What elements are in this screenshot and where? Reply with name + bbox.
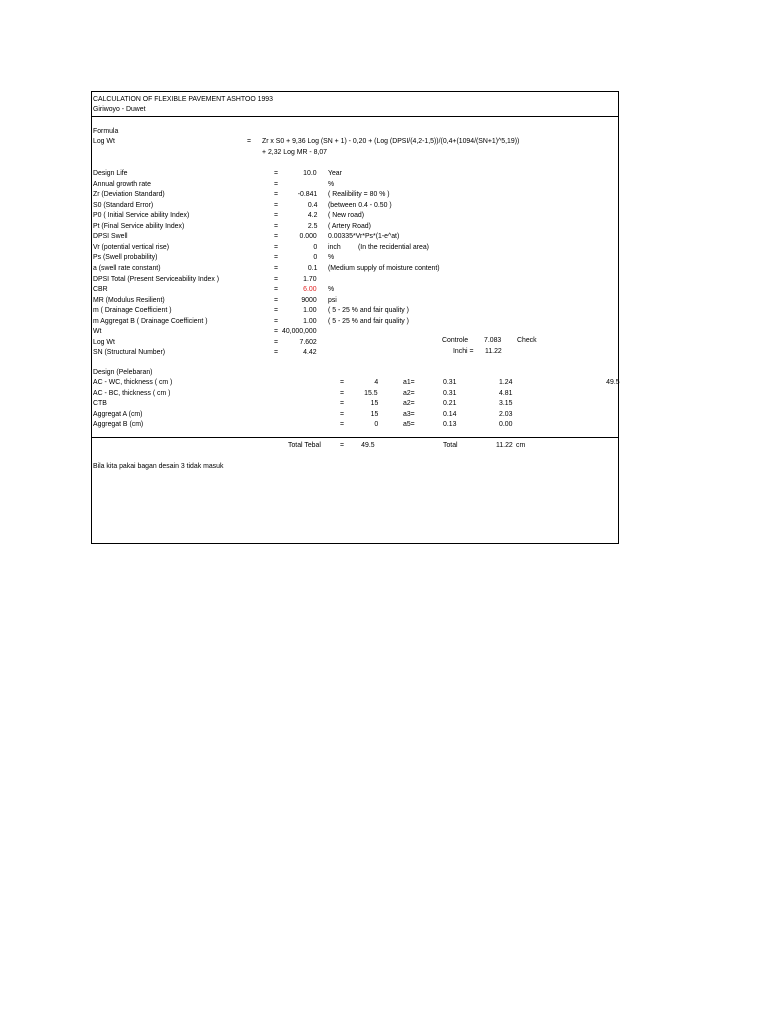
param-label: Vr (potential vertical rise) <box>93 241 170 251</box>
layer-label: CTB <box>93 398 107 408</box>
param-value: 1.00 <box>303 315 317 325</box>
layer-thickness: 15.5 <box>364 387 378 397</box>
param-equals: = <box>274 326 279 336</box>
layer-equals: = <box>340 419 345 429</box>
param-label: DPSI Swell <box>93 231 128 241</box>
param-equals: = <box>274 189 279 199</box>
total-sn-value: 11.22 <box>496 440 513 449</box>
param-label: Pt (Final Service ability Index) <box>93 220 185 230</box>
total-thickness-label: Total Tebal <box>288 440 321 449</box>
param-equals: = <box>274 231 279 241</box>
param-equals: = <box>274 168 279 177</box>
layer-equals: = <box>340 408 345 418</box>
param-label: Ps (Swell probability) <box>93 252 158 262</box>
layer-coefficient-label: a1= <box>403 377 415 386</box>
total-thickness-equals: = <box>340 440 345 449</box>
param-equals: = <box>274 273 279 283</box>
layer-equals: = <box>340 377 345 386</box>
total-sn-unit: cm <box>516 440 526 449</box>
layer-coefficient: 0.31 <box>443 387 457 397</box>
layer-label: Aggregat B (cm) <box>93 419 144 429</box>
param-label: m ( Drainage Coefficient ) <box>93 305 172 315</box>
layer-coefficient-label: a3= <box>403 408 415 418</box>
param-value: 4.42 <box>303 347 317 357</box>
layer-equals: = <box>340 398 345 408</box>
layer-coefficient: 0.21 <box>443 398 457 408</box>
param-label: P0 ( Initial Service ability Index) <box>93 210 190 220</box>
param-value: 10.0 <box>303 168 317 177</box>
param-value: 0 <box>313 241 317 251</box>
layer-coefficient-label: a2= <box>403 387 415 397</box>
formula-line-1: Zr x S0 + 9,36 Log (SN + 1) - 0,20 + (Log (DPSI/(4,2-1,5))/(0,4+(1094/(SN+1)^5,19)) <box>262 136 520 145</box>
param-label: SN (Structural Number) <box>93 347 166 357</box>
param-value: 4.2 <box>307 210 317 220</box>
param-label: Wt <box>93 326 102 336</box>
param-note: psi <box>328 294 337 304</box>
param-value: 0.4 <box>307 199 317 209</box>
param-note: % <box>328 284 335 294</box>
layer-coefficient: 0.31 <box>443 377 457 386</box>
layer-extra-value: 49.5 <box>606 377 620 386</box>
param-equals: = <box>274 305 279 315</box>
formula-label: Log Wt <box>93 136 115 145</box>
control-label: Controle <box>442 335 469 344</box>
layer-label: AC - BC, thickness ( cm ) <box>93 387 171 397</box>
layer-structural-number: 1.24 <box>499 377 513 386</box>
param-equals: = <box>274 241 279 251</box>
layer-structural-number: 2.03 <box>499 408 513 418</box>
param-note: (between 0.4 - 0.50 ) <box>328 199 392 209</box>
param-note: ( Realibility = 80 % ) <box>328 189 390 199</box>
param-equals: = <box>274 199 279 209</box>
param-equals: = <box>274 294 279 304</box>
param-note-secondary: (In the recidential area) <box>358 241 429 251</box>
param-equals: = <box>274 262 279 272</box>
formula-line-2: + 2,32 Log MR - 8,07 <box>262 147 328 156</box>
layer-structural-number: 4.81 <box>499 387 513 397</box>
param-label: Zr (Deviation Standard) <box>93 189 165 199</box>
formula-equals: = <box>247 136 252 145</box>
location-label: Giriwoyo - Duwet <box>93 104 146 113</box>
param-equals: = <box>274 284 279 294</box>
param-label: CBR <box>93 284 108 294</box>
param-value: 2.5 <box>307 220 317 230</box>
param-note: (Medium supply of moisture content) <box>328 262 440 272</box>
layer-coefficient-label: a2= <box>403 398 415 408</box>
param-note: ( 5 - 25 % and fair quality ) <box>328 315 409 325</box>
param-equals: = <box>274 347 279 357</box>
param-label: Annual growth rate <box>93 178 151 188</box>
param-note: ( New road) <box>328 210 365 220</box>
param-equals: = <box>274 315 279 325</box>
param-label: Design Life <box>93 168 128 177</box>
param-value: 0.000 <box>299 231 317 241</box>
param-value: 1.70 <box>303 273 317 283</box>
param-note: % <box>328 252 335 262</box>
calculation-sheet <box>91 91 619 544</box>
param-equals: = <box>274 336 279 346</box>
param-label: Log Wt <box>93 336 115 346</box>
layer-coefficient-label: a5= <box>403 419 415 429</box>
formula-heading: Formula <box>93 126 119 135</box>
layer-coefficient: 0.13 <box>443 419 457 429</box>
param-note: ( 5 - 25 % and fair quality ) <box>328 305 409 315</box>
total-sn-label: Total <box>443 440 458 449</box>
param-equals: = <box>274 178 279 188</box>
param-value: -0.841 <box>297 189 317 199</box>
layer-thickness: 15 <box>370 408 378 418</box>
total-divider <box>92 437 618 438</box>
sheet-title: CALCULATION OF FLEXIBLE PAVEMENT ASHTOO 1993 <box>93 94 273 103</box>
layer-thickness: 15 <box>370 398 378 408</box>
param-value: 0 <box>313 252 317 262</box>
param-equals: = <box>274 210 279 220</box>
layer-thickness: 4 <box>374 377 378 386</box>
param-label: m Aggregat B ( Drainage Coefficient ) <box>93 315 208 325</box>
param-equals: = <box>274 220 279 230</box>
param-note: inch <box>328 241 341 251</box>
param-value: 6.00 <box>303 284 317 294</box>
layer-equals: = <box>340 387 345 397</box>
param-value: 40,000,000 <box>282 326 317 336</box>
layer-structural-number: 0.00 <box>499 419 513 429</box>
header-divider <box>92 116 618 117</box>
param-label: S0 (Standard Error) <box>93 199 154 209</box>
param-equals: = <box>274 252 279 262</box>
param-value: 1.00 <box>303 305 317 315</box>
layer-label: AC - WC, thickness ( cm ) <box>93 377 173 386</box>
layer-coefficient: 0.14 <box>443 408 457 418</box>
control-value: 7.083 <box>484 335 502 344</box>
conclusion-note: Bila kita pakai bagan desain 3 tidak masuk <box>93 461 224 470</box>
param-label: DPSI Total (Present Serviceability Index ) <box>93 273 220 283</box>
layer-thickness: 0 <box>374 419 378 429</box>
param-note: Year <box>328 168 342 177</box>
control-check: Check <box>517 335 537 344</box>
param-label: a (swell rate constant) <box>93 262 161 272</box>
total-thickness-value: 49.5 <box>361 440 375 449</box>
param-note: % <box>328 178 335 188</box>
param-note: ( Artery Road) <box>328 220 371 230</box>
layer-structural-number: 3.15 <box>499 398 513 408</box>
param-note: 0.00335*Vr*Ps*(1-e^at) <box>328 231 400 241</box>
param-value: 9000 <box>301 294 317 304</box>
param-value: 0.1 <box>307 262 317 272</box>
design-heading: Design (Pelebaran) <box>93 367 153 376</box>
control-inch-label: Inchi = <box>453 346 474 355</box>
layer-label: Aggregat A (cm) <box>93 408 143 418</box>
control-inch-value: 11.22 <box>485 346 502 355</box>
param-value: 7.602 <box>299 336 317 346</box>
param-label: MR (Modulus Resilient) <box>93 294 165 304</box>
